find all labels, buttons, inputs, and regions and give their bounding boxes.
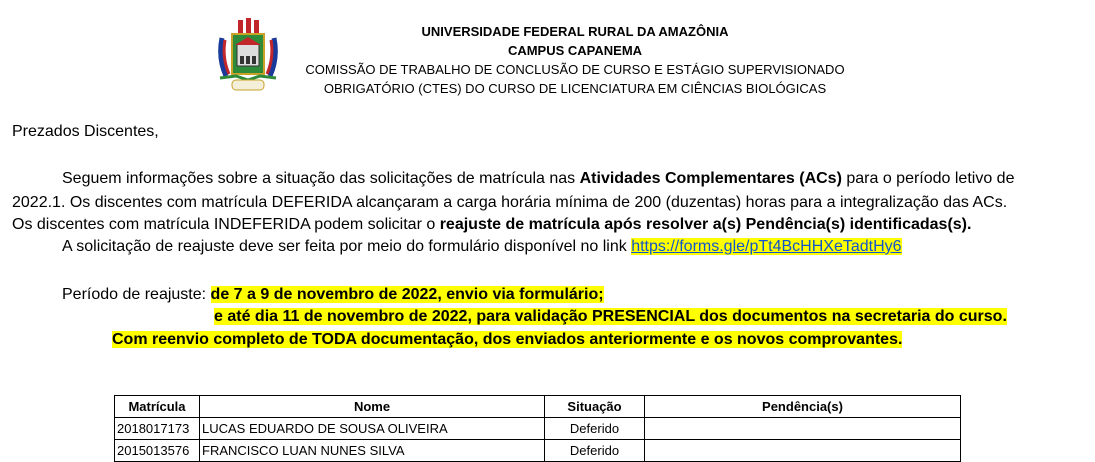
cell-pendencia — [645, 418, 961, 440]
greeting: Prezados Discentes, — [12, 123, 159, 140]
period-validation: e até dia 11 de novembro de 2022, para validação PRESENCIAL dos documentos na secretaria do curso. — [214, 308, 1007, 325]
paragraph-deferida: 2022.1. Os discentes com matrícula DEFERIDA alcançaram a carga horária mínima de 200 (duzentas) horas para a integralização das ACs. — [12, 194, 1008, 211]
text: Os discentes com matrícula INDEFERIDA podem solicitar o — [12, 216, 440, 233]
cell-matricula: 2018017173 — [115, 418, 200, 440]
paragraph-intro — [62, 167, 1014, 191]
results-table — [114, 395, 961, 462]
table-row — [115, 418, 961, 440]
text: Seguem informações sobre a situação das solicitações de matrícula nas — [62, 170, 580, 187]
paragraph-link — [62, 235, 902, 259]
cell-matricula: 2015013576 — [115, 440, 200, 462]
period-line-2 — [214, 305, 1007, 329]
paragraph-indeferida — [12, 213, 971, 237]
header-commission: COMISSÃO DE TRABALHO DE CONCLUSÃO DE CURSO E ESTÁGIO SUPERVISIONADO — [305, 62, 845, 77]
col-pendencia: Pendência(s) — [645, 396, 961, 418]
header-university: UNIVERSIDADE FEDERAL RURAL DA AMAZÔNIA — [421, 24, 729, 39]
cell-pendencia — [645, 440, 961, 462]
period-line-1 — [62, 283, 604, 307]
col-nome: Nome — [200, 396, 545, 418]
col-matricula: Matrícula — [115, 396, 200, 418]
text-bold: reajuste de matrícula após resolver a(s) Pendência(s) identificadas(s). — [439, 216, 972, 233]
cell-nome: FRANCISCO LUAN NUNES SILVA — [200, 440, 545, 462]
document-header — [260, 22, 890, 98]
period-note: Com reenvio completo de TODA documentação, dos enviados anteriormente e os novos comprovantes. — [112, 331, 903, 348]
table-row — [115, 440, 961, 462]
text-bold: Atividades Complementares (ACs) — [579, 170, 842, 187]
text: para o período letivo de — [841, 170, 1015, 187]
header-campus: CAMPUS CAPANEMA — [507, 43, 643, 58]
table-header-row — [115, 396, 961, 418]
cell-situacao: Deferido — [545, 440, 645, 462]
cell-nome: LUCAS EDUARDO DE SOUSA OLIVEIRA — [200, 418, 545, 440]
form-link[interactable]: https://forms.gle/pTt4BcHHXeTadtHy6 — [631, 238, 902, 255]
cell-situacao: Deferido — [545, 418, 645, 440]
period-label: Período de reajuste: — [62, 286, 211, 303]
text: A solicitação de reajuste deve ser feita por meio do formulário disponível no link — [62, 238, 632, 255]
header-course: OBRIGATÓRIO (CTES) DO CURSO DE LICENCIATURA EM CIÊNCIAS BIOLÓGICAS — [323, 81, 827, 96]
period-line-3 — [112, 328, 902, 352]
col-situacao: Situação — [545, 396, 645, 418]
period-dates: de 7 a 9 de novembro de 2022, envio via formulário; — [210, 286, 604, 303]
